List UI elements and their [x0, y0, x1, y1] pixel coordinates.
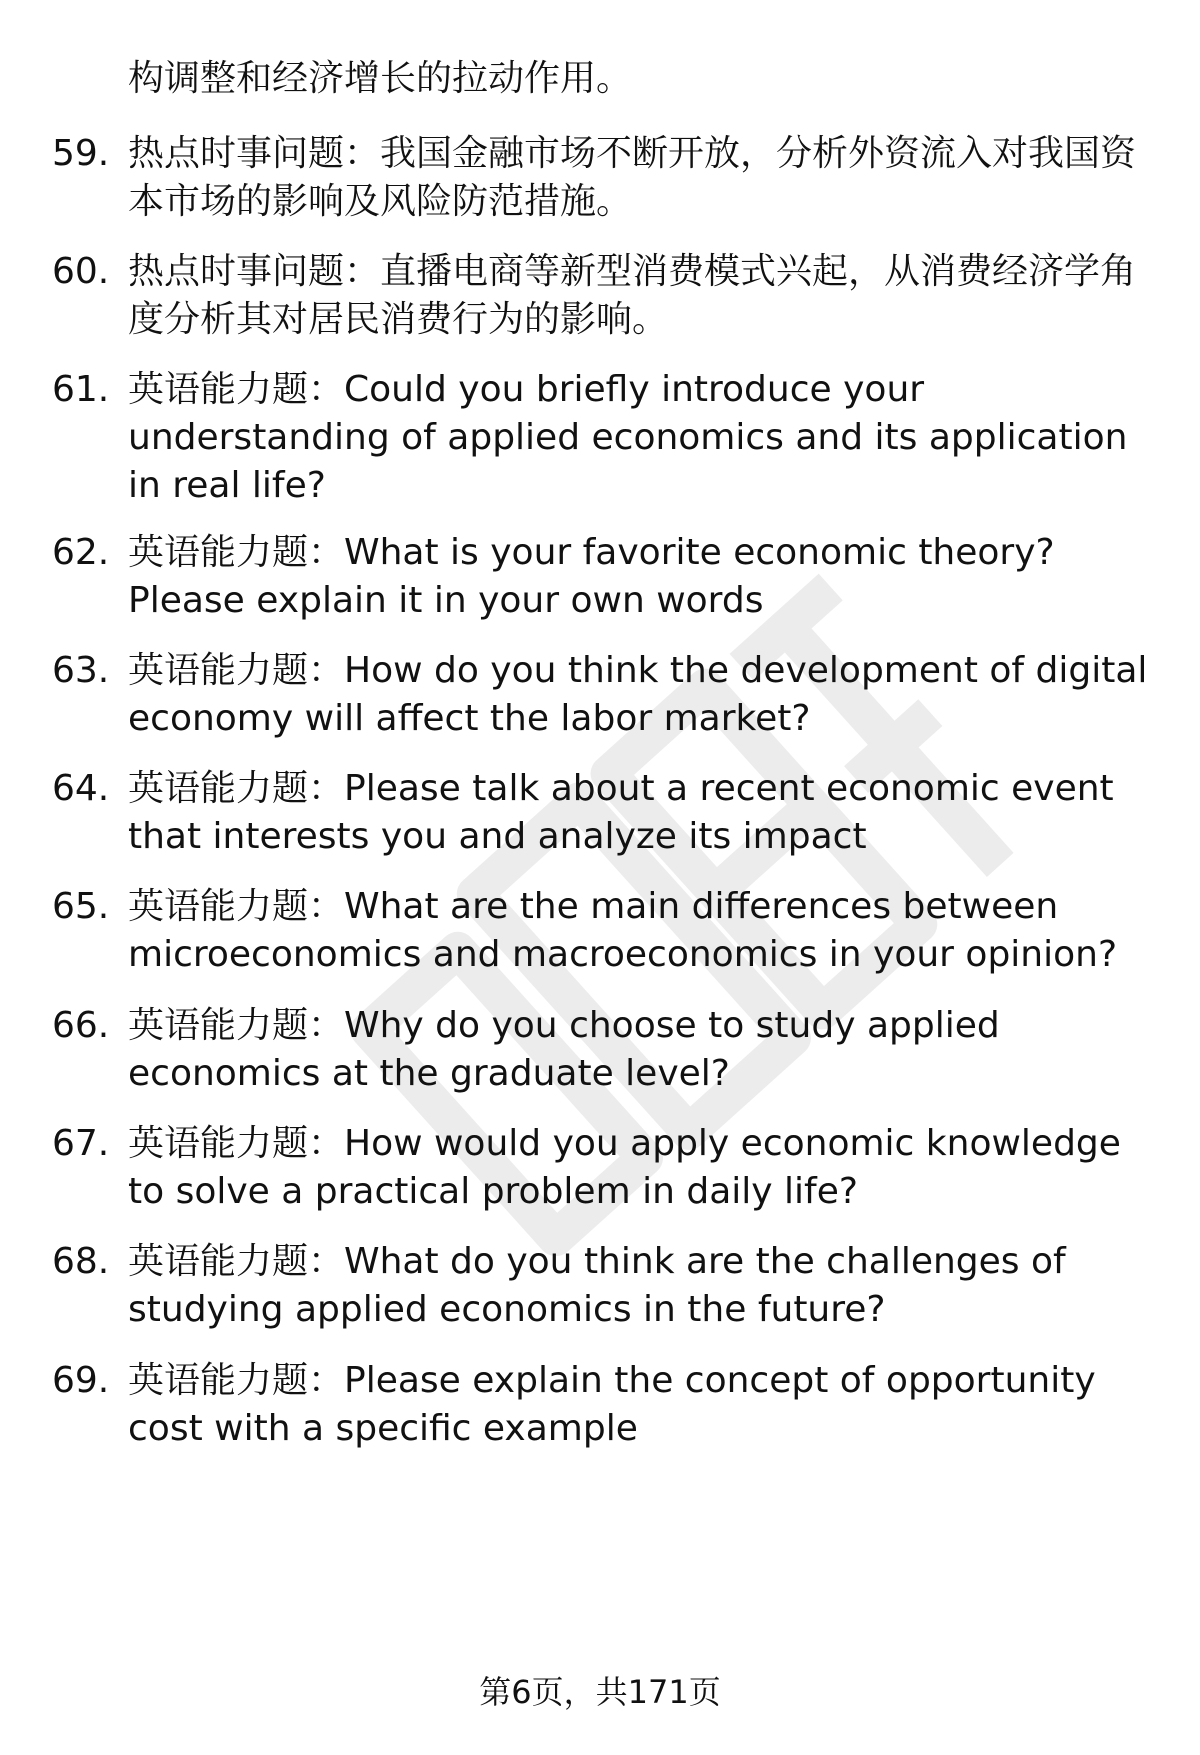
- item-number: 64.: [52, 768, 110, 809]
- page-footer: 第6页，共171页: [479, 1673, 721, 1711]
- list-item: [52, 1120, 1162, 1216]
- item-text: 英语能力题：Please talk about a recent economic event that interests you and analyze its impact: [128, 768, 1114, 857]
- item-number: 66.: [52, 1005, 110, 1046]
- item-text: 热点时事问题：我国金融市场不断开放，分析外资流入对我国资本市场的影响及风险防范措施。: [128, 133, 1137, 222]
- item-number: 61.: [52, 369, 110, 410]
- item-number: 60.: [52, 251, 110, 292]
- list-item: [52, 529, 1162, 625]
- list-item: [52, 130, 1162, 226]
- item-number: 59.: [52, 133, 110, 174]
- item-number: 67.: [52, 1123, 110, 1164]
- item-number: 68.: [52, 1241, 110, 1282]
- item-text: 英语能力题：Please explain the concept of opportunity cost with a specific example: [128, 1360, 1096, 1449]
- list-item: [52, 765, 1162, 861]
- item-number: 62.: [52, 532, 110, 573]
- item-text: 热点时事问题：直播电商等新型消费模式兴起，从消费经济学角度分析其对居民消费行为的影响。: [128, 251, 1137, 340]
- item-text: 英语能力题：Why do you choose to study applied economics at the graduate level?: [128, 1005, 1000, 1094]
- list-item: [52, 248, 1162, 344]
- list-item-continuation: [52, 55, 1162, 103]
- list-item: [52, 366, 1162, 510]
- item-text: 构调整和经济增长的拉动作用。: [128, 58, 633, 99]
- item-text: 英语能力题：What is your favorite economic theory? Please explain it in your own words: [128, 532, 1055, 621]
- list-item: [52, 1002, 1162, 1098]
- item-text: 英语能力题：Could you briefly introduce your understanding of applied economics and its application in real life?: [128, 369, 1128, 506]
- item-text: 英语能力题：How do you think the development of digital economy will affect the labor market?: [128, 650, 1148, 739]
- list-item: [52, 1357, 1162, 1453]
- list-item: [52, 647, 1162, 743]
- list-item: [52, 883, 1162, 979]
- list-item: [52, 1238, 1162, 1334]
- item-text: 英语能力题：What are the main differences between microeconomics and macroeconomics in your opinion?: [128, 886, 1118, 975]
- item-number: 65.: [52, 886, 110, 927]
- item-number: 69.: [52, 1360, 110, 1401]
- item-text: 英语能力题：What do you think are the challenges of studying applied economics in the future?: [128, 1241, 1066, 1330]
- item-number: 63.: [52, 650, 110, 691]
- item-text: 英语能力题：How would you apply economic knowledge to solve a practical problem in daily life?: [128, 1123, 1121, 1212]
